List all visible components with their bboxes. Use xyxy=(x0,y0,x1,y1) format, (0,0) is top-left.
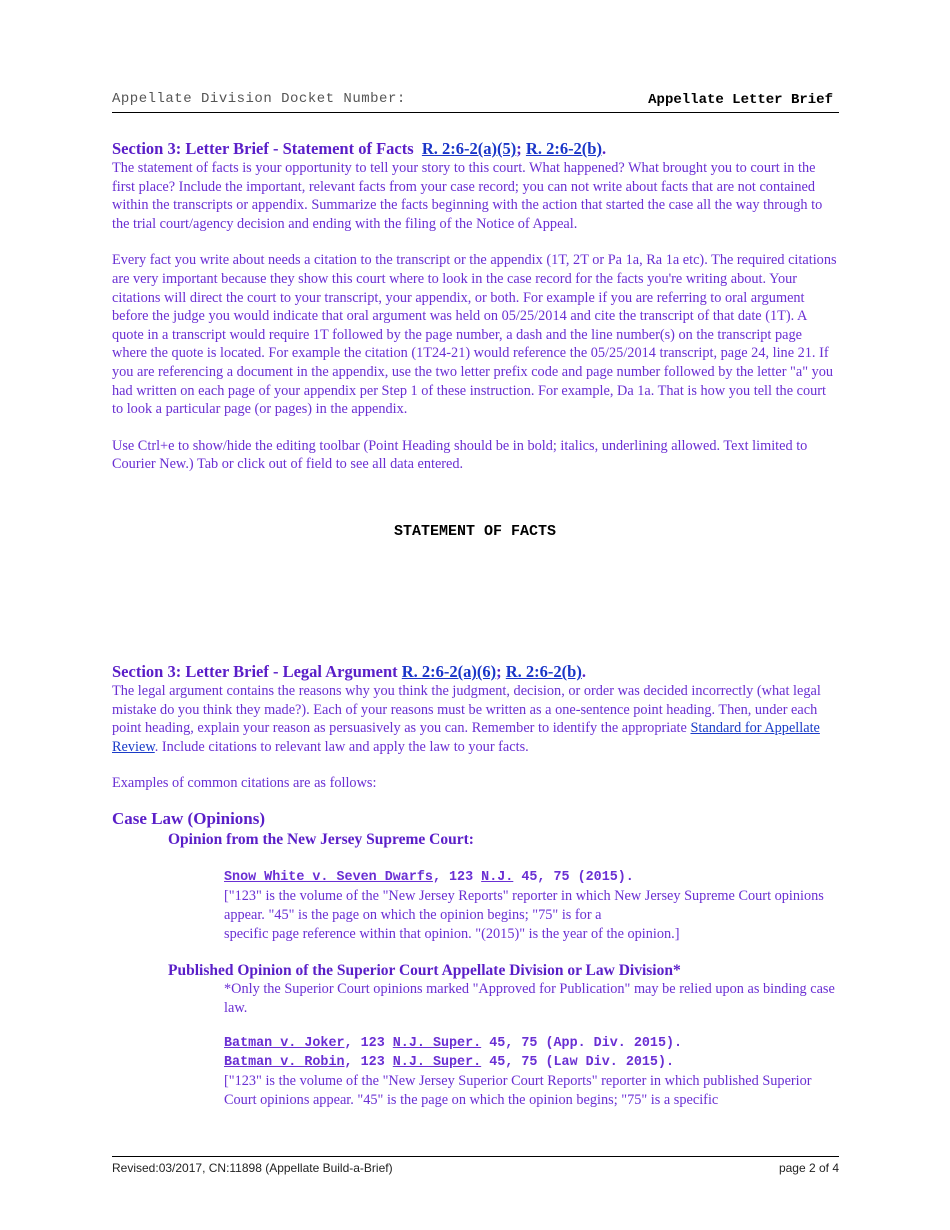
form-title: Appellate Letter Brief xyxy=(648,92,833,108)
superior-case-name-2[interactable]: Batman v. Robin xyxy=(224,1054,345,1070)
superior-cite2-mid: , 123 xyxy=(344,1054,393,1070)
page-number: page 2 of 4 xyxy=(778,1161,839,1175)
docket-number-label: Appellate Division Docket Number: xyxy=(112,91,406,107)
rule-end-legal: . xyxy=(581,662,586,681)
legal-heading xyxy=(112,662,840,682)
supreme-court-block xyxy=(112,831,840,943)
superior-citation-block xyxy=(168,980,840,1109)
rule-sep: ; xyxy=(516,139,522,158)
page-header xyxy=(112,90,839,113)
superior-cite2-end: 45, 75 (Law Div. 2015). xyxy=(481,1054,675,1070)
rule-link-facts-2[interactable]: R. 2:6-2(b) xyxy=(525,139,602,158)
facts-instructions-1: The statement of facts is your opportunity to tell your story to this court. What happened? What brought you to court in the first place? Include the important, relevant facts from your case record; you can not write about facts that are not contained within the transcripts or appendix. Summarize the facts beginning with the action that started the case all the way through to the trial court/agency decision and ending with the filing of the Notice of Appeal. xyxy=(112,160,823,232)
supreme-explanation-2: specific page reference within that opinion. "(2015)" is the year of the opinion.] xyxy=(224,925,680,942)
facts-section xyxy=(112,139,840,474)
rule-end: . xyxy=(601,139,607,158)
superior-cite1-end: 45, 75 (App. Div. 2015). xyxy=(481,1036,683,1052)
supreme-reporter[interactable]: N.J. xyxy=(481,869,514,885)
legal-section xyxy=(112,662,840,1110)
superior-citation-1 xyxy=(224,1035,840,1054)
statement-of-facts-field[interactable]: STATEMENT OF FACTS xyxy=(393,523,557,540)
superior-cite1-mid: , 123 xyxy=(344,1036,393,1052)
superior-reporter-1[interactable]: N.J. Super. xyxy=(392,1036,482,1052)
supreme-cite-mid: , 123 xyxy=(432,869,482,885)
supreme-case-name[interactable]: Snow White v. Seven Dwarfs xyxy=(224,869,433,885)
standard-review-link[interactable]: Standard for Appellate Review xyxy=(112,720,820,755)
supreme-explanation-1: ["123" is the volume of the "New Jersey Reports" reporter in which New Jersey Supreme Court opinions appear. "45" is the page on which the opinion begins; "75" is for a xyxy=(224,888,824,924)
superior-citation-2 xyxy=(224,1054,840,1073)
legal-instructions-end: . Include citations to relevant law and apply the law to your facts. xyxy=(154,738,529,755)
superior-case-name-1[interactable]: Batman v. Joker xyxy=(224,1036,345,1052)
superior-explanation: ["123" is the volume of the "New Jersey Superior Court Reports" reporter in which published Superior Court opinions appear. "45" is the page on which the opinion begins; "75" is a specific xyxy=(224,1073,812,1109)
legal-heading-text: Section 3: Letter Brief - Legal Argument xyxy=(112,662,398,681)
rule-link-facts-1[interactable]: R. 2:6-2(a)(5) xyxy=(421,139,517,158)
legal-instructions-text: The legal argument contains the reasons why you think the judgment, decision, or order was decided incorrectly (what legal mistake do you think they made?). Each of your reasons must be written as a one-sentence point heading. Then, under each point heading, explain your reason as persuasively as you can. Remember to identify the appropriate xyxy=(112,683,821,737)
page-footer xyxy=(112,1156,839,1175)
legal-instructions xyxy=(112,682,840,756)
superior-court-block xyxy=(112,962,840,1109)
facts-instructions-2: Every fact you write about needs a citation to the transcript or the appendix (1T, 2T or Pa 1a, Ra 1a etc). The required citations are very important because they show this court where to look in the case record for the facts you're writing about. Your citations will direct the court to your transcript, your appendix, or both. For example if you are referring to oral argument before the judge you would indicate that oral argument was held on 05/25/2014 and cite the transcript of that date (1T). A quote in a transcript would require 1T followed by the page number, a dash and the line number(s) on the transcript page where the quote is located. For example the citation (1T24-21) would reference the 05/25/2014 transcript, page 24, line 21. If you are referencing a document in the appendix, use the two letter prefix code and page number followed by the letter "a" you had written on each page of your appendix per Step 1 of these instruction. For example, Da 1a. That is how you tell the court to look a particular page (or pages) in the appendix. xyxy=(112,252,837,418)
superior-court-heading: Published Opinion of the Superior Court Appellate Division or Law Division* xyxy=(168,962,681,980)
supreme-court-heading: Opinion from the New Jersey Supreme Court: xyxy=(168,830,474,848)
supreme-citation-block xyxy=(168,869,840,943)
rule-sep-legal: ; xyxy=(496,662,502,681)
facts-heading-text: Section 3: Letter Brief - Statement of Facts xyxy=(112,139,414,158)
facts-instructions-3: Use Ctrl+e to show/hide the editing toolbar (Point Heading should be in bold; italics, underlining allowed. Text limited to Courier New.) Tab or click out of field to see all data entered. xyxy=(112,437,808,473)
superior-reporter-2[interactable]: N.J. Super. xyxy=(392,1054,482,1070)
revision-info: Revised:03/2017, CN:11898 (Appellate Build-a-Brief) xyxy=(112,1161,393,1175)
rule-link-legal-2[interactable]: R. 2:6-2(b) xyxy=(505,662,582,681)
superior-note: *Only the Superior Court opinions marked "Approved for Publication" may be relied upon as binding case law. xyxy=(224,981,835,1016)
rule-link-legal-1[interactable]: R. 2:6-2(a)(6) xyxy=(401,662,497,681)
supreme-citation xyxy=(224,869,840,888)
case-law-heading: Case Law (Opinions) xyxy=(112,808,266,828)
facts-heading xyxy=(112,139,840,159)
examples-intro: Examples of common citations are as follows: xyxy=(112,775,377,792)
supreme-cite-end: 45, 75 (2015). xyxy=(513,869,634,885)
